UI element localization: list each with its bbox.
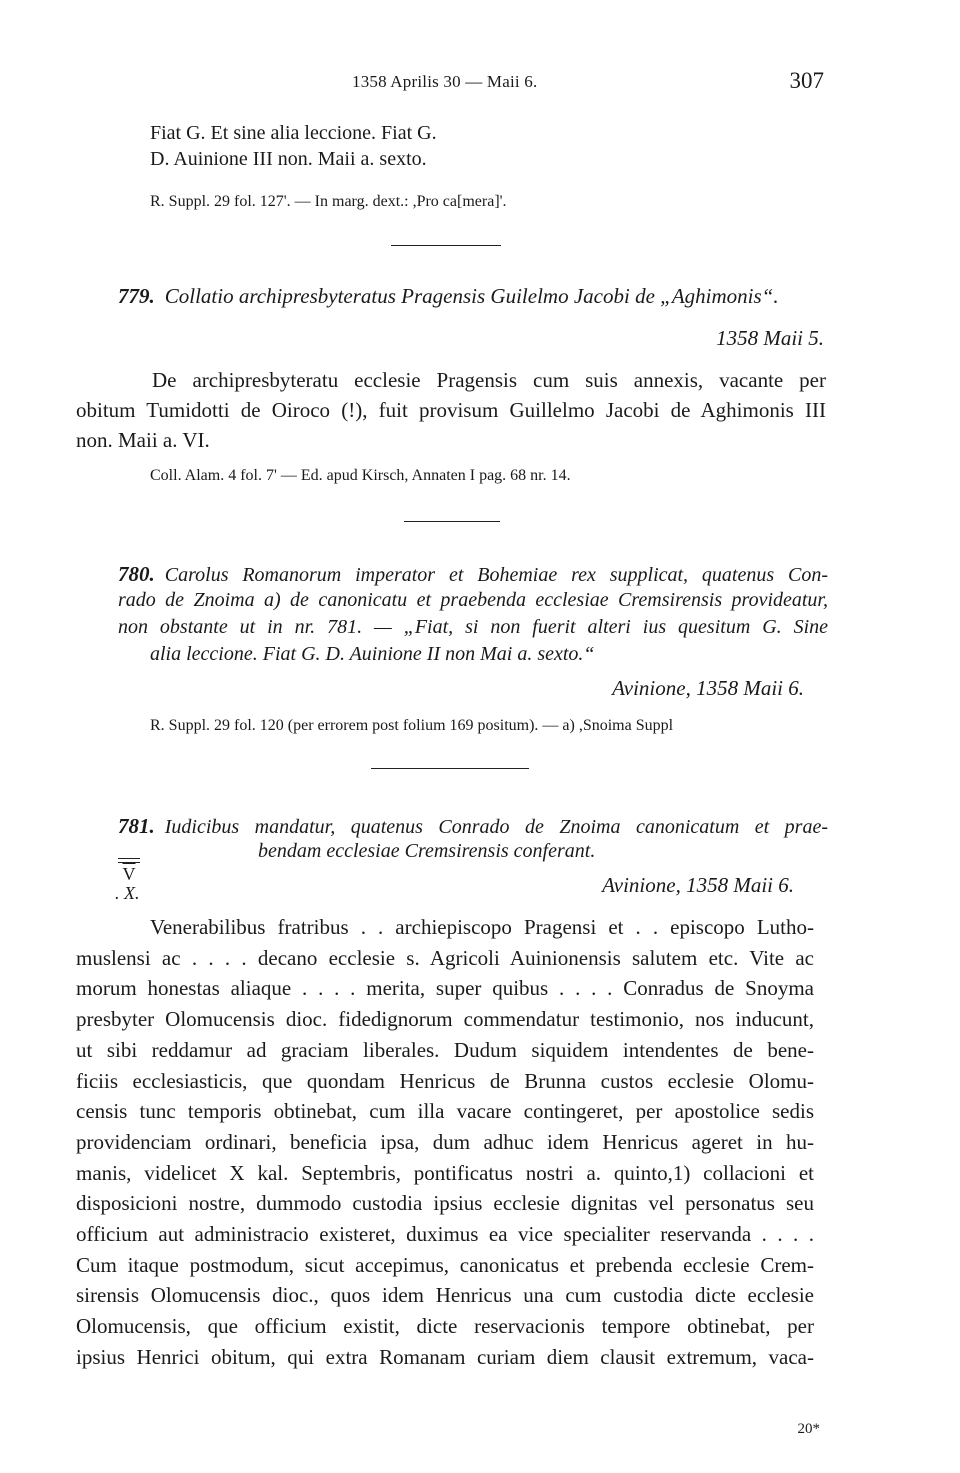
body-line: morum honestas aliaque . . . . merita, super quibus . . . . Conradus de Snoyma — [76, 976, 814, 1001]
body-line: providenciam ordinari, beneficia ipsa, dum adhuc idem Henricus ageret in hu- — [76, 1129, 814, 1154]
margin-note-top: $\overline{V}$ — [122, 864, 136, 884]
title-line: non obstante ut in nr. 781. — „Fiat, si non fuerit alteri ius quesitum G. Sine — [118, 616, 828, 638]
prev-entry-source: R. Suppl. 29 fol. 127'. — In marg. dext.: ,Pro ca[mera]'. — [150, 193, 507, 210]
page-number: 307 — [789, 68, 824, 93]
section-divider — [371, 768, 529, 769]
body-line: manis, videlicet X kal. Septembris, pontificatus nostri a. quinto,1) collacioni et — [76, 1160, 814, 1185]
entry-780-heading — [118, 562, 828, 587]
title-line: bendam ecclesiae Cremsirensis conferant. — [258, 840, 596, 862]
entry-779-text-line-2 — [76, 398, 826, 423]
entry-781-date: Avinione, 1358 Maii 6. — [602, 873, 794, 897]
title-line: rado de Znoima a) de canonicatu et praebenda ecclesiae Cremsirensis provideatur, — [118, 589, 828, 611]
section-divider — [391, 245, 501, 246]
entry-number: 779. — [118, 284, 155, 308]
entry-780-source: R. Suppl. 29 fol. 120 (per errorem post folium 169 positum). — a) ,Snoima Suppl — [150, 717, 674, 734]
body-line: Olomucensis, que officium existit, dicte reservacionis tempore obtinebat, per — [76, 1314, 814, 1339]
text-line: non. Maii a. VI. — [76, 428, 210, 452]
entry-780-date: Avinione, 1358 Maii 6. — [612, 676, 804, 700]
text-line: De archipresbyteratu ecclesie Pragensis cum suis annexis, vacante per — [152, 368, 826, 392]
title-line: Carolus Romanorum imperator et Bohemiae rex supplicat, quatenus Con- — [164, 564, 828, 586]
body-line: sirensis Olomucensis dioc., quos idem Henricus una cum custodia dicte ecclesie — [76, 1283, 814, 1308]
entry-781-body — [76, 912, 814, 1373]
signature-mark: 20* — [797, 1421, 820, 1437]
entry-781-title-line-1 — [118, 814, 828, 839]
entry-780-title-line-1 — [118, 562, 828, 587]
entry-780-title-line-2 — [118, 589, 828, 612]
body-line: ut sibi reddamur ad graciam liberales. Dudum siquidem intendentes de bene- — [76, 1037, 814, 1062]
body-line: ipsius Henrici obitum, qui extra Romanam curiam diem clausit extremum, vaca- — [76, 1344, 814, 1369]
entry-779-text — [76, 368, 826, 393]
body-line: censis tunc temporis obtinebat, cum illa vacare contingeret, per apostolice sedis — [76, 1099, 814, 1124]
entry-number: 780. — [118, 562, 155, 586]
title-line: alia leccione. Fiat G. D. Auinione II non Mai a. sexto.“ — [150, 643, 595, 665]
body-line: disposicioni nostre, dummodo custodia ipsius ecclesie dignitas vel personatus seu — [76, 1191, 814, 1216]
running-head-title: 1358 Aprilis 30 — Maii 6. — [352, 72, 538, 91]
entry-number: 781. — [118, 814, 155, 838]
prev-entry-line-2: D. Auinione III non. Maii a. sexto. — [150, 148, 427, 170]
body-line: presbyter Olomucensis dioc. fidedignorum commendatur testimonio, nos inducunt, — [76, 1007, 814, 1032]
section-divider — [404, 521, 500, 522]
prev-entry-line-1: Fiat G. Et sine alia leccione. Fiat G. — [150, 122, 437, 144]
body-line: ficiis ecclesiasticis, que quondam Henricus de Brunna custos ecclesie Olomu- — [76, 1068, 814, 1093]
title-line: Iudicibus mandatur, quatenus Conrado de Znoima canonicatum et prae- — [164, 816, 828, 838]
body-line: Venerabilibus fratribus . . archiepiscopo Pragensi et . . episcopo Lutho- — [150, 915, 814, 939]
body-line: muslensi ac . . . . decano ecclesie s. Agricoli Auinionensis salutem etc. Vite ac — [76, 945, 814, 970]
margin-note-bottom: . X. — [115, 883, 140, 903]
body-line: officium aut administracio existeret, duximus ea vice specialiter reservanda . . . . — [76, 1222, 814, 1247]
entry-779-source: Coll. Alam. 4 fol. 7' — Ed. apud Kirsch, Annaten I pag. 68 nr. 14. — [150, 467, 571, 484]
margin-note — [118, 858, 140, 883]
body-line: Cum itaque postmodum, sicut accepimus, canonicatus et prebenda ecclesie Crem- — [76, 1252, 814, 1277]
entry-781-heading — [118, 814, 828, 839]
entry-title: Collatio archipresbyteratus Pragensis Guilelmo Jacobi de „Aghimonis“. — [164, 284, 779, 308]
entry-780-title-line-3 — [118, 616, 828, 639]
entry-779-heading — [118, 284, 779, 309]
entry-779-date: 1358 Maii 5. — [716, 326, 824, 350]
text-line: obitum Tumidotti de Oiroco (!), fuit provisum Guillelmo Jacobi de Aghimonis III — [76, 398, 826, 422]
